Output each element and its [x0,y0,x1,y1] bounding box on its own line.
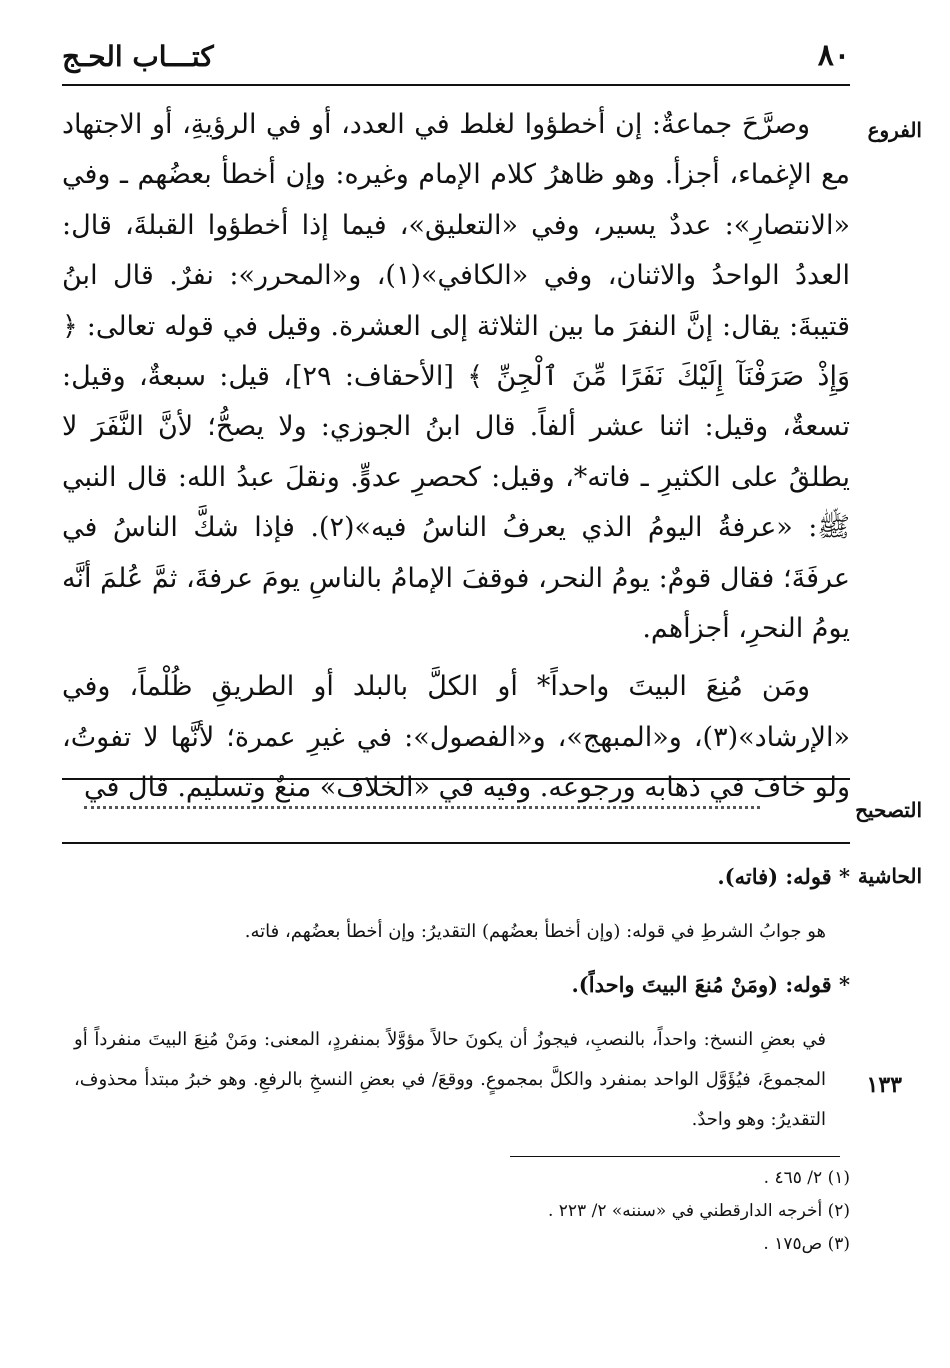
footnotes [62,1162,850,1261]
label-furu: الفروع [867,118,922,142]
page-number: ٨٠ [817,38,850,73]
hashiya-q1-heading: * قوله: (فاته). [717,864,850,889]
main-paragraph-2: ومَن مُنِعَ البيتَ واحداً* أو الكلَّ بالبلد أو الطريقِ ظُلْماً، وفي «الإرشاد»(٣)، و«المبهج»، و«الفصول»: في غيرِ عمرة؛ لأنَّها لا تفوتُ، ولو خافَ في ذهابه ورجوعه. وفيه في «الخلاف» منعٌ وتسليم. قال في [62,671,850,804]
footnote-1: (١) ٢/ ٤٦٥ . [763,1168,850,1188]
tashih-dotted-line [84,806,760,809]
footnote-2: (٢) أخرجه الدارقطني في «سننه» ٢/ ٢٢٣ . [547,1201,850,1221]
hashiya-q2-text: في بعضِ النسخ: واحداً، بالنصبِ، فيجوزُ أن يكونَ حالاً مؤوَّلاً بمنفردٍ، المعنى: ومَنْ مُنِعَ البيتَ منفرداً أو المجموعَ، فيُؤَوَّل الواحد بمنفرد والكلَّ بمجموعٍ. ووقعَ/ في بعضِ النسخِ بالرفعِ. وهو خبرُ مبتدأ محذوف، التقديرُ: وهو واحدٌ. [74,1029,826,1130]
label-tashih: التصحيح [855,798,922,822]
main-paragraph-1: وصرَّحَ جماعةٌ: إن أخطؤوا لغلط في العدد، أو في الرؤيةِ، أو الاجتهاد مع الإغماء، أجزأ. وهو ظاهرُ كلام الإمام وغيره: وإن أخطأ بعضُهم ـ وفي «الانتصارِ»: عددٌ يسير، وفي «التعليق»، فيما إذا أخطؤوا القبلةَ، قال: العددُ الواحدُ والاثنان، وفي «الكافي»(١)، و«المحرر»: نفرٌ. قال ابنُ قتيبةَ: يقال: إنَّ النفرَ ما بين الثلاثة إلى العشرة. وقيل في قوله تعالى: ﴿ وَإِذْ صَرَفْنَآ إِلَيْكَ نَفَرًا مِّنَ ٱلْجِنِّ ﴾ [الأحقاف: ٢٩]، قيل: سبعةٌ، وقيل: تسعةٌ، وقيل: اثنا عشر ألفاً. قال ابنُ الجوزي: ولا يصحُّ؛ لأنَّ النَّفَرَ لا يطلقُ على الكثيرِ ـ فاته*، وقيل: كحصرِ عدوٍّ. ونقلَ عبدُ الله: قال النبي ﷺ: «عرفةُ اليومُ الذي يعرفُ الناسُ فيه»(٢). فإذا شكَّ الناسُ في عرفَةَ؛ فقال قومٌ: يومُ النحر، فوقفَ الإمامُ بالناسِ يومَ عرفةَ، ثمَّ عُلمَ أنَّه يومُ النحرِ، أجزأهم. [62,109,851,645]
hashiya-q2-heading: * قوله: (ومَنْ مُنعَ البيتَ واحداً). [571,972,850,997]
footnote-3: (٣) ص١٧٥ . [763,1234,850,1254]
footnote-rule [510,1156,840,1157]
label-hashiya: الحاشية [857,864,922,888]
main-text-rule [62,778,850,780]
main-text [62,100,850,814]
margin-number: ١٣٣ [866,1072,902,1098]
hashiya-q1-text: هو جوابُ الشرطِ في قوله: (وإن أخطأ بعضُهم) التقديرُ: وإن أخطأ بعضُهم، فاته. [244,921,826,942]
hashiya-block [62,864,850,1154]
header-rule [62,84,850,86]
book-title: كتـــاب الحـج [62,40,214,73]
tashih-rule [62,842,850,844]
